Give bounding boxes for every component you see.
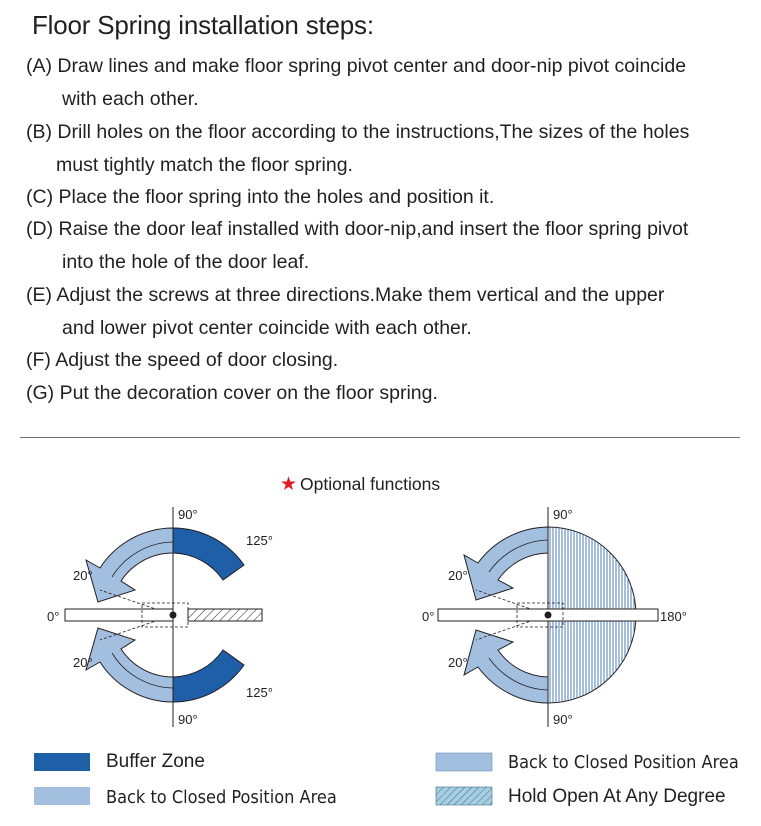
right-back-closed-area-lower <box>464 630 548 703</box>
right-back-closed-area <box>464 527 548 600</box>
left-upper-left-angle: 20° <box>73 568 93 583</box>
step-e-line2: and lower pivot center coincide with each other. <box>62 317 472 339</box>
right-top-angle: 90° <box>553 507 573 522</box>
right-lower-left-angle: 20° <box>448 655 468 670</box>
step-d-line1: (D) Raise the door leaf installed with door-nip,and insert the floor spring pivot <box>26 218 689 240</box>
left-lower-right-angle: 125° <box>246 685 273 700</box>
legend-back-closed-label-left: Back to Closed Position Area <box>106 787 337 808</box>
left-lower-buffer-zone <box>173 650 244 702</box>
step-b-line2: must tightly match the floor spring. <box>56 154 353 176</box>
legend-back-closed-swatch-right <box>436 753 492 771</box>
legend-hold-open-swatch <box>436 787 492 805</box>
left-upper-right-angle: 125° <box>246 533 273 548</box>
left-hatched-leaf <box>188 609 262 621</box>
page-title: Floor Spring installation steps: <box>32 10 374 40</box>
left-diagram <box>47 507 273 727</box>
right-diagram <box>422 507 687 727</box>
legend-back-closed-swatch-left <box>34 787 90 805</box>
step-b-line1: (B) Drill holes on the floor according to the instructions,The sizes of the holes <box>26 121 690 143</box>
step-a-line2: with each other. <box>62 88 199 110</box>
right-upper-left-angle: 20° <box>448 568 468 583</box>
left-upper-back-arc <box>86 528 173 602</box>
step-e-line1: (E) Adjust the screws at three directions.Make them vertical and the upper <box>26 284 665 306</box>
left-lower-left-angle: 20° <box>73 655 93 670</box>
legend-hold-open-label: Hold Open At Any Degree <box>508 786 726 807</box>
step-a-line1: (A) Draw lines and make floor spring pivot center and door-nip pivot coincide <box>26 55 687 77</box>
star-icon: ★ <box>280 474 298 495</box>
left-door-leaf <box>65 609 173 621</box>
legend-buffer-label: Buffer Zone <box>106 751 205 772</box>
left-top-angle: 90° <box>178 507 198 522</box>
left-lower-back-arc <box>86 628 173 702</box>
step-d-line2: into the hole of the door leaf. <box>62 251 310 273</box>
legend-back-closed-label-right: Back to Closed Position Area <box>508 752 739 773</box>
right-180-angle: 180° <box>660 609 687 624</box>
optional-functions-text: Optional functions <box>300 474 441 494</box>
step-g-line1: (G) Put the decoration cover on the floor spring. <box>26 382 438 404</box>
left-bottom-angle: 90° <box>178 712 198 727</box>
left-zero-angle: 0° <box>47 609 60 624</box>
step-c-line1: (C) Place the floor spring into the holes and position it. <box>26 186 495 208</box>
step-f-line1: (F) Adjust the speed of door closing. <box>26 349 339 371</box>
right-zero-angle: 0° <box>422 609 435 624</box>
right-bottom-angle: 90° <box>553 712 573 727</box>
legend-buffer-swatch <box>34 753 90 771</box>
left-upper-buffer-zone <box>173 528 244 580</box>
